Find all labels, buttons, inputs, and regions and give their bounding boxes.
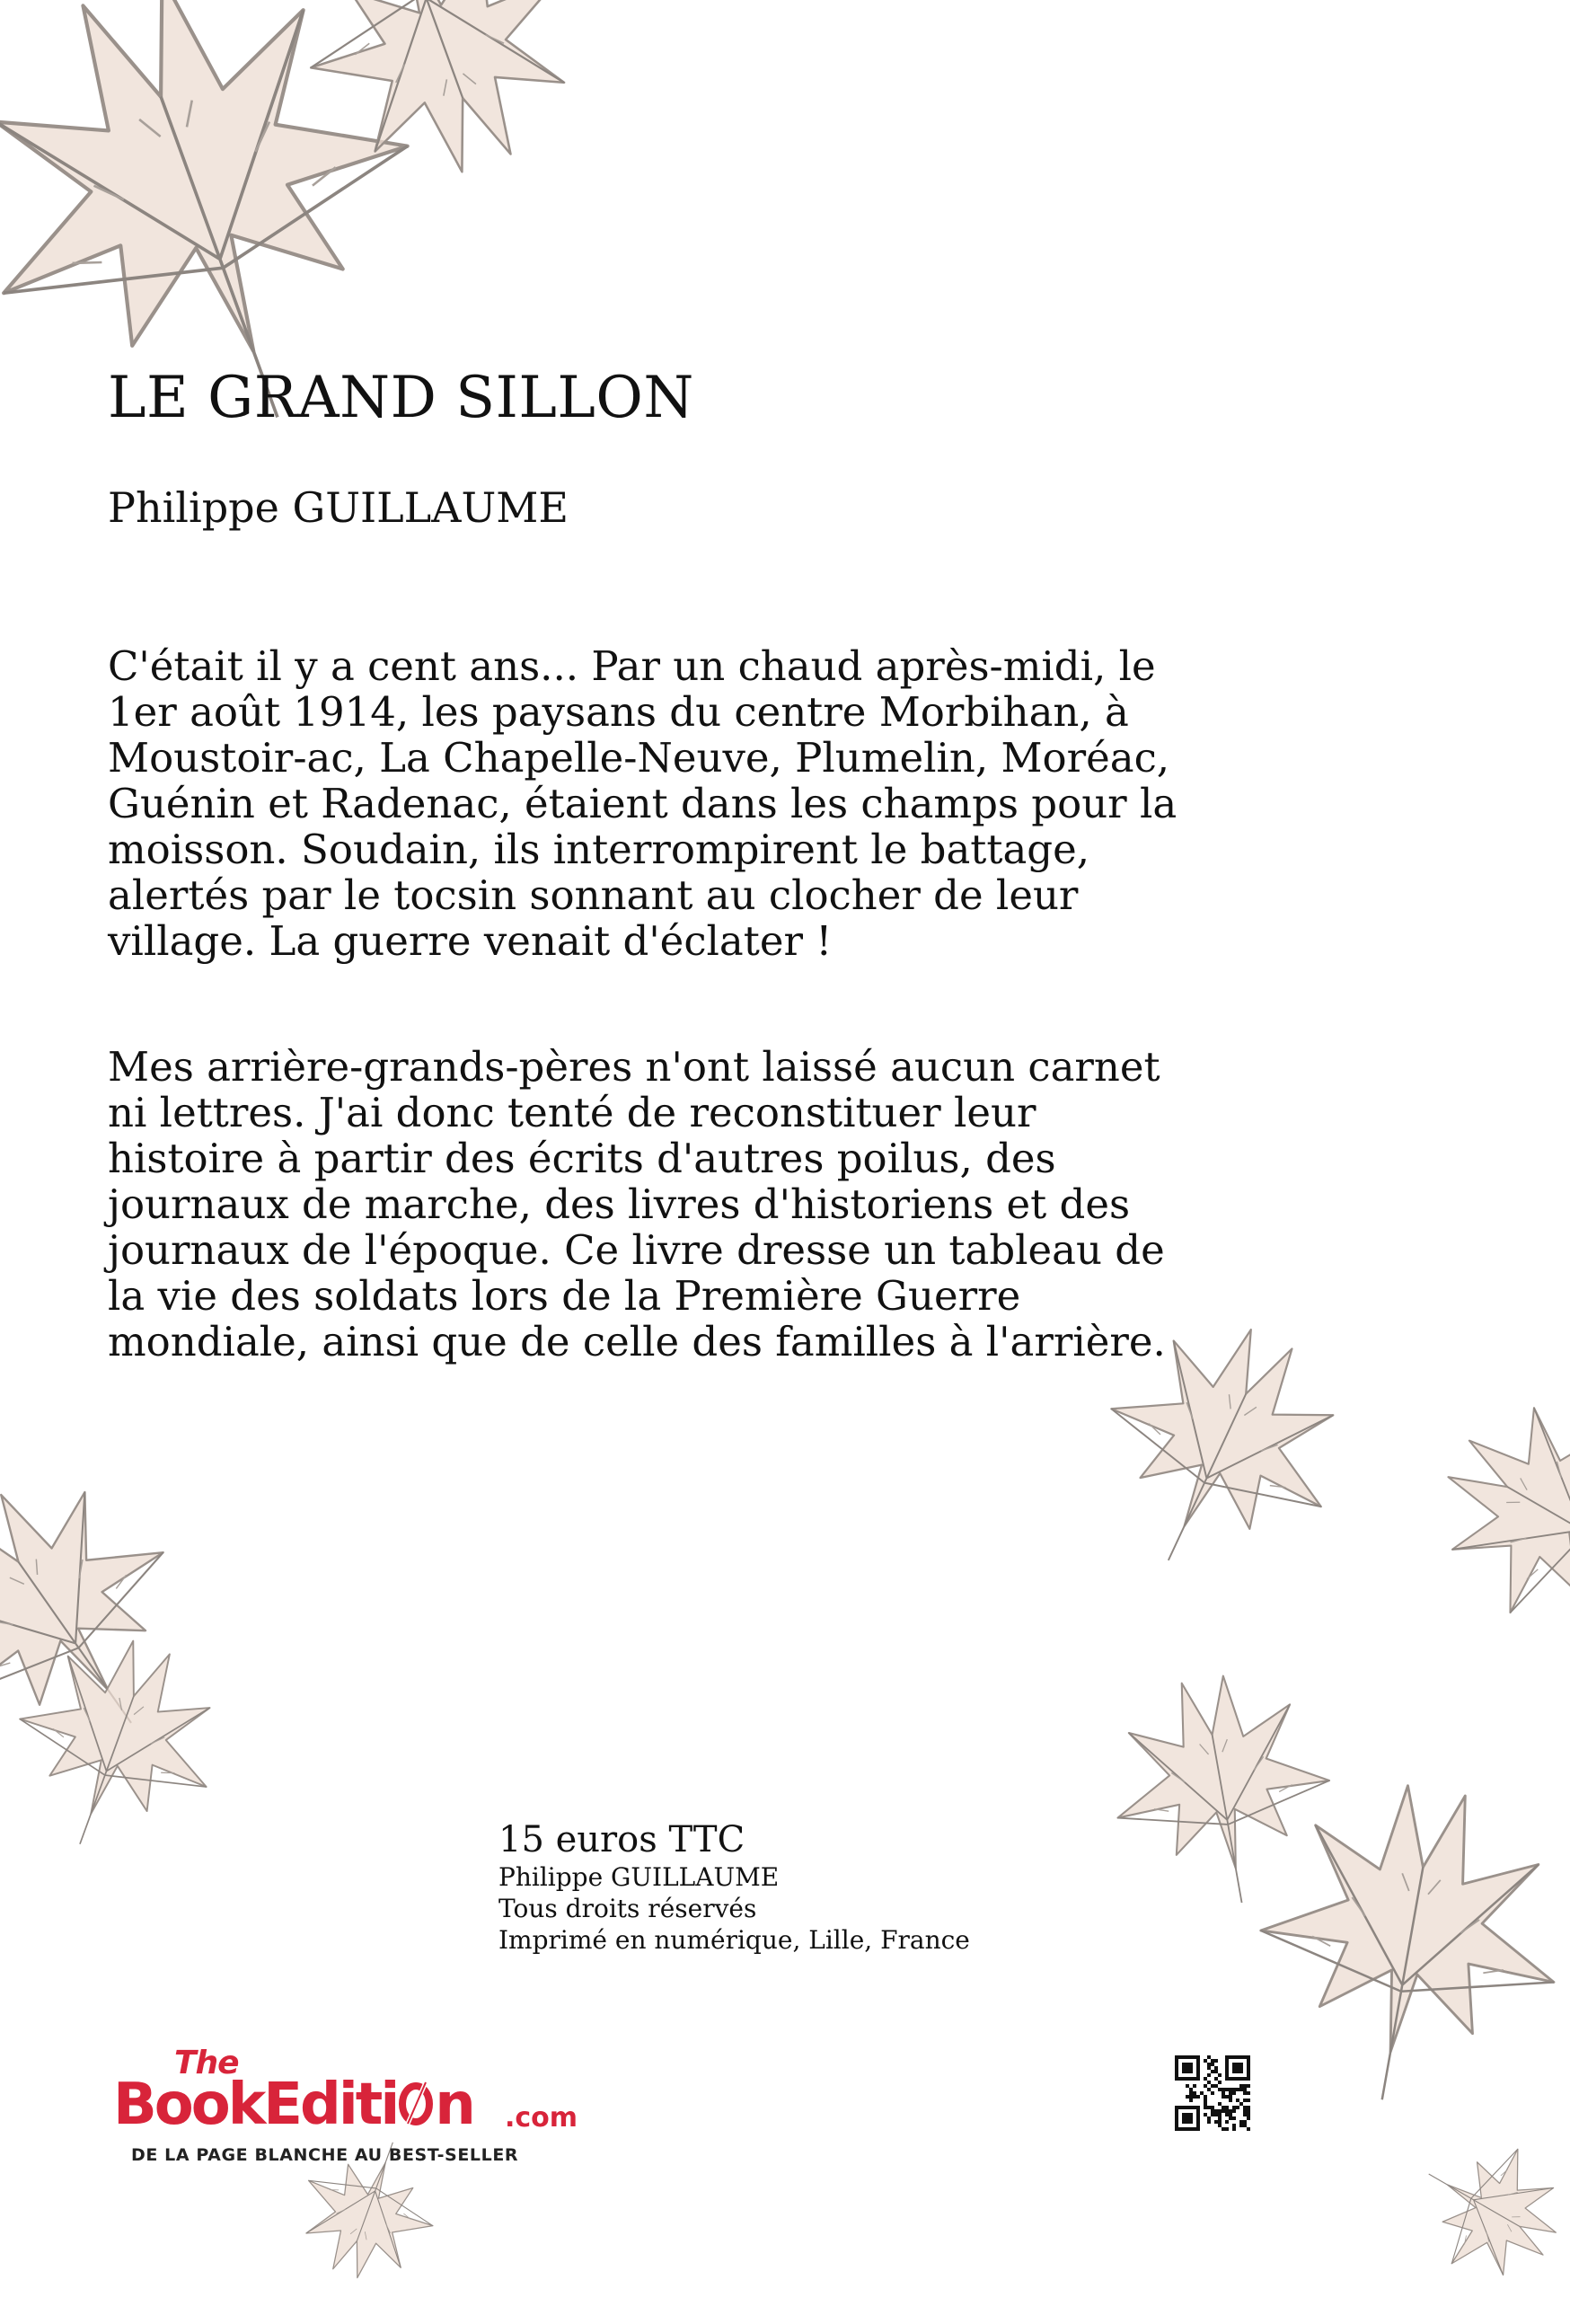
- imprint-author: Philippe GUILLAUME: [498, 1862, 780, 1892]
- logo-domain: .com: [505, 2102, 578, 2134]
- blurb-paragraph: Mes arrière-grands-pères n'ont laissé aucun carnet ni lettres. J'ai donc tenté de reconstituer leur histoire à partir des écrits d'autres poilus, des journaux de marche, des livres d'historiens et des journaux de l'époque. Ce livre dresse un tableau de la vie des soldats lors de la Première Guerre mondiale, ainsi que de celle des familles à l'arrière.: [108, 1043, 1166, 1365]
- print-location: Imprimé en numérique, Lille, France: [498, 1925, 970, 1955]
- rights-notice: Tous droits réservés: [498, 1894, 757, 1923]
- publisher-logo: [113, 2039, 652, 2174]
- autumn-leaf-icon: [1382, 1348, 1570, 1680]
- price-label: 15 euros TTC: [498, 1819, 745, 1860]
- book-author: Philippe GUILLAUME: [108, 483, 569, 532]
- autumn-leaf-icon: [1384, 2096, 1570, 2323]
- blurb-paragraph: C'était il y a cent ans... Par un chaud après-midi, le 1er août 1914, les paysans du centre Morbihan, à Moustoir-ac, La Chapelle-Neuve, Plumelin, Moréac, Guénin et Radenac, étaient dans les champs pour la moisson. Soudain, ils interrompirent le battage, alertés par le tocsin sonnant au clocher de leur village. La guerre venait d'éclater !: [108, 642, 1178, 965]
- autumn-leaf-icon: [1214, 1752, 1570, 2130]
- imprint-block: [498, 1818, 970, 1956]
- qr-code-icon: [1175, 2055, 1250, 2131]
- logo-brand: BookEditi n: [113, 2072, 473, 2138]
- logo-tagline: DE LA PAGE BLANCHE AU BEST-SELLER: [131, 2145, 519, 2165]
- pen-nib-o-icon: [399, 2075, 433, 2122]
- logo-the: The: [174, 2045, 239, 2081]
- book-title: LE GRAND SILLON: [108, 365, 694, 431]
